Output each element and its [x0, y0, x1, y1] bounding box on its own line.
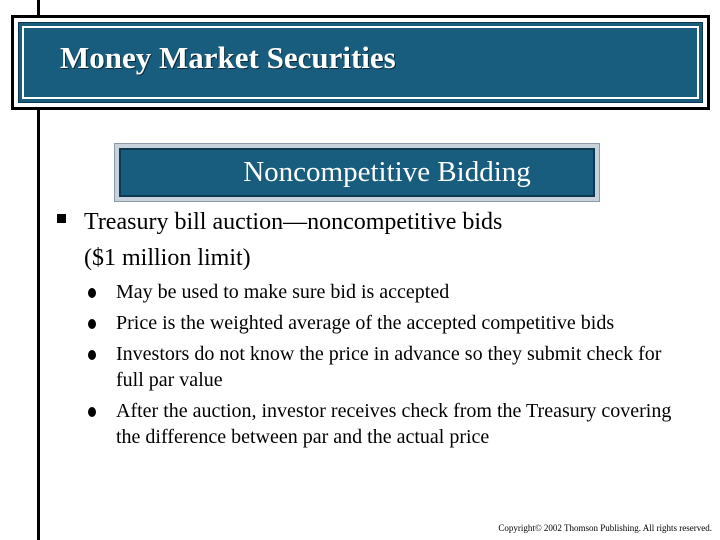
list-item: [86, 398, 686, 450]
sub-bullet-text: Price is the weighted average of the accepted competitive bids: [116, 312, 615, 334]
subtitle-box: [114, 143, 600, 202]
title-banner: [11, 15, 710, 110]
slide-subtitle: Noncompetitive Bidding: [243, 156, 531, 188]
round-bullet-icon: [88, 319, 96, 329]
sub-bullet-text: Investors do not know the price in advance so they submit check for full par value: [116, 343, 662, 391]
square-bullet-icon: [57, 214, 66, 223]
round-bullet-icon: [88, 350, 96, 360]
round-bullet-icon: [88, 407, 96, 417]
copyright-notice: Copyright© 2002 Thomson Publishing. All rights reserved.: [498, 523, 712, 533]
main-bullet-line-1: Treasury bill auction—noncompetitive bids: [84, 209, 503, 235]
main-bullet-line-2: ($1 million limit): [84, 245, 251, 271]
sub-bullet-text: After the auction, investor receives check from the Treasury covering the difference between par and the actual price: [116, 400, 672, 448]
sub-bullet-text: May be used to make sure bid is accepted: [116, 281, 450, 303]
title-banner-fill: [18, 22, 703, 103]
list-item: [86, 279, 686, 305]
slide-title: Money Market Securities: [60, 40, 396, 75]
main-bullet-text: [84, 204, 684, 276]
list-item: [86, 341, 686, 393]
sub-bullet-list: [86, 279, 686, 455]
list-item: [86, 310, 686, 336]
subtitle-box-fill: [119, 148, 595, 197]
round-bullet-icon: [88, 288, 96, 298]
title-banner-inner-border: [22, 26, 699, 99]
